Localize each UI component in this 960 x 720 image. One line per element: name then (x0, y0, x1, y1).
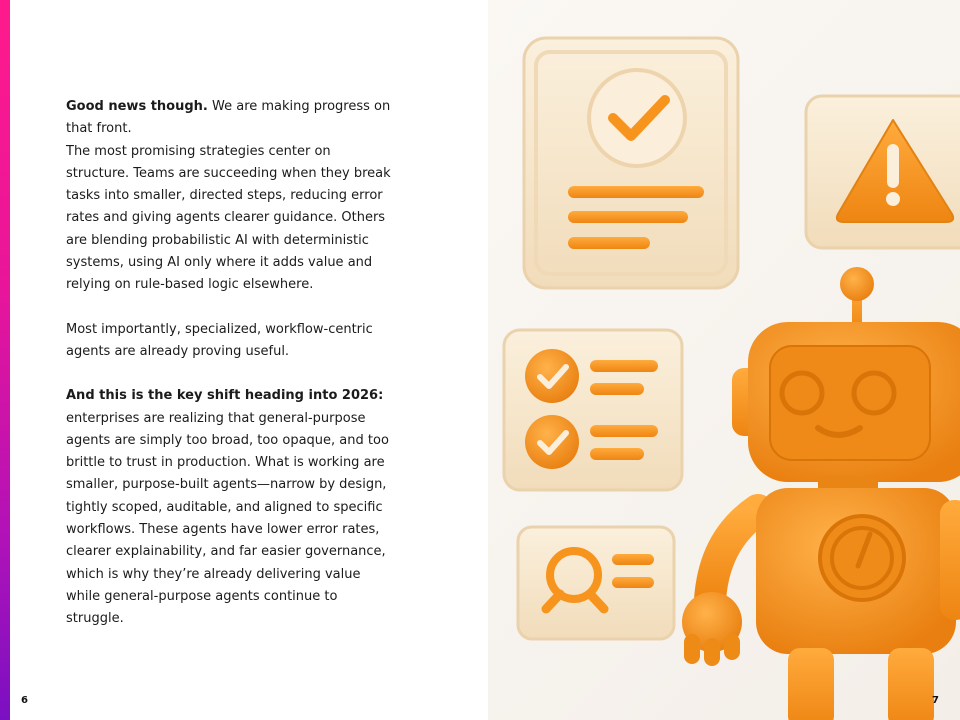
accent-bar (0, 0, 10, 720)
robot-icon (682, 267, 960, 720)
progress-text: We are making progress on that front. (66, 99, 391, 137)
paragraph-specialized: Most importantly, specialized, workflow-centric agents are already proving useful. (66, 321, 373, 359)
warning-card-icon (806, 96, 960, 248)
lead-key-shift: And this is the key shift heading into 2026: (66, 388, 384, 404)
key-shift-text: enterprises are realizing that general-purpose agents are simply too broad, too opaque, and too brittle to trust in production. What is working are smaller, purpose-built agents—narrow by design, tightly scoped, auditable, and aligned to specific workflows. These agents have lower error rates, clearer explainability, and far easier governance, which is why they’re already delivering value while general-purpose agents continue to struggle. (66, 410, 389, 627)
paragraph-key-shift (66, 385, 396, 630)
page-number-left: 6 (21, 695, 28, 706)
page-number-right: 7 (932, 695, 939, 706)
search-card-icon (518, 527, 674, 639)
checklist-card-icon (504, 330, 682, 490)
robot-illustration (488, 0, 960, 720)
lead-good-news: Good news though. (66, 99, 208, 114)
paragraph-strategies: The most promising strategies center on structure. Teams are succeeding when they break tasks into smaller, directed steps, reducing error rates and giving agents clearer guidance. Others are blending probabilistic AI with deterministic systems, using AI only where it adds value and relying on rule-based logic elsewhere. (66, 143, 391, 293)
body-text (66, 96, 396, 631)
right-page (488, 0, 960, 720)
left-page (10, 0, 488, 720)
document-card-icon (524, 38, 738, 288)
paragraph-progress (66, 96, 396, 141)
